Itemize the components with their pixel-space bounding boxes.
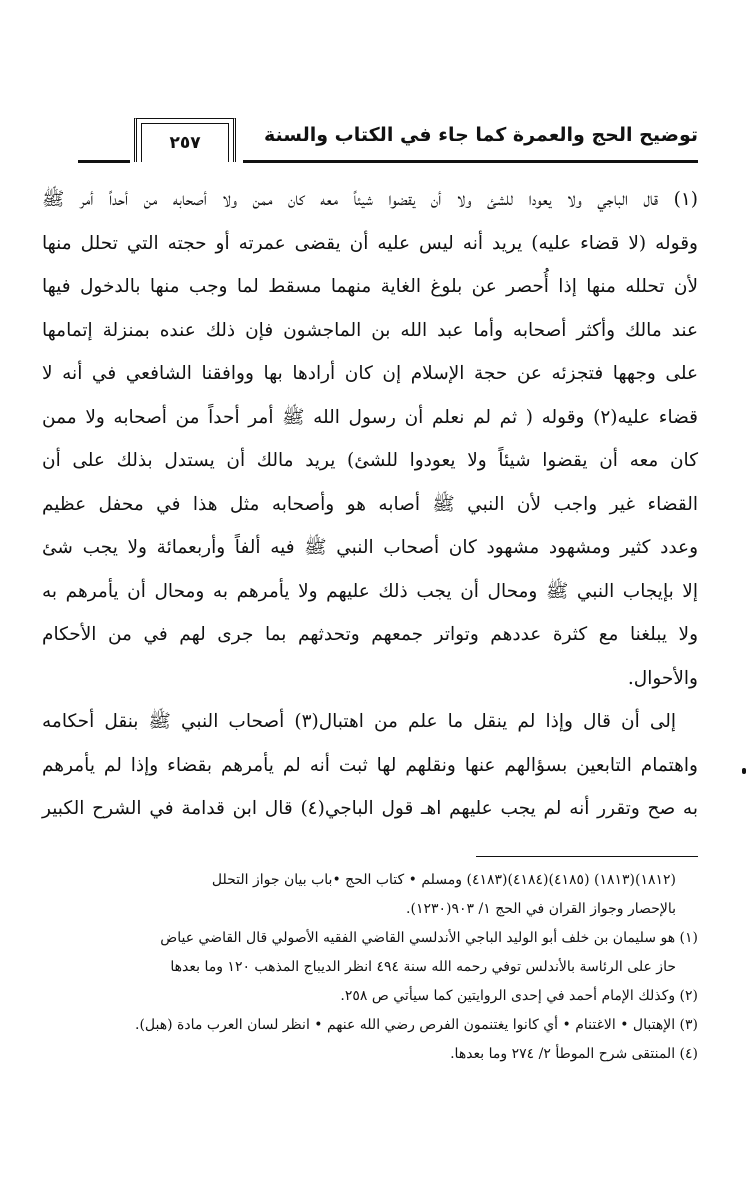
text-line-14: واهتمام التابعين بسؤالهم عنها ونقلهم لها ثبت أنه لم يأمرهم بقضاء وإذا لم يأمرهم bbox=[42, 754, 698, 776]
page-header bbox=[78, 118, 698, 168]
running-title: توضيح الحج والعمرة كما جاء في الكتاب والسنة bbox=[263, 124, 698, 146]
footnote-line-2: بالإحصار وجواز القران في الحج ١/ ٩٠٣(١٢٣٠). bbox=[406, 901, 676, 917]
footnote-line-6: (٣) الإهتبال • الاغتنام • أي كانوا يغتنمون الفرص رضي الله عنهم • انظر لسان العرب مادة (هبل). bbox=[135, 1017, 698, 1033]
text-line-8: القضاء غير واجب لأن النبي ﷺ أصابه هو وأصحابه مثل هذا في محفل عظيم bbox=[42, 493, 698, 515]
text-line-1: (١) قال الباجي ولا يعودا للشئ ولا أن يقضوا شيئاً معه كان ممن ولا أصحابه من أحداً أمر ﷺ bbox=[42, 189, 698, 210]
text-line-4: عند مالك وأكثر أصحابه وأما عبد الله بن الماجشون فإن ذلك عنده بمنزلة إتمامها bbox=[42, 319, 698, 341]
footnote-line-3: (١) هو سليمان بن خلف أبو الوليد الباجي الأندلسي القاضي الفقيه الأصولي قال القاضي عياض bbox=[160, 930, 698, 946]
footnote-separator bbox=[476, 856, 698, 857]
footnote-line-1: (١٨١٢)(١٨١٣) (٤١٨٥)(٤١٨٤)(٤١٨٣) ومسلم • كتاب الحج •باب بيان جواز التحلل bbox=[211, 872, 676, 888]
page-number: ٢٥٧ bbox=[141, 123, 229, 162]
text-line-2: وقوله (لا قضاء عليه) يريد أنه ليس عليه أن يقضى عمرته أو حجته التي تحلل منها bbox=[42, 232, 698, 254]
footnote-line-7: (٤) المنتقى شرح الموطأ ٢/ ٢٧٤ وما بعدها. bbox=[450, 1046, 698, 1062]
text-line-13: إلى أن قال وإذا لم ينقل ما علم من اهتبال(٣) أصحاب النبي ﷺ بنقل أحكامه bbox=[42, 711, 677, 732]
footnote-line-4: حاز على الرئاسة بالأندلس توفي رحمه الله سنة ٤٩٤ انظر الديباج المذهب ١٢٠ وما بعدها bbox=[170, 959, 676, 975]
text-line-9: وعدد كثير ومشهود مشهود كان أصحاب النبي ﷺ فيه ألفاً وأربعمائة ولا يجب شئ bbox=[42, 537, 698, 558]
main-text bbox=[42, 178, 698, 831]
header-rule-left bbox=[78, 160, 130, 163]
text-line-3: لأن تحلله منها إذا أُحصر عن بلوغ الغاية منهما مسقط لما وجب منها بالدخول فيها bbox=[42, 276, 698, 297]
text-line-7: كان معه أن يقضوا شيئاً ولا يعودوا للشئ) يريد مالك أن يستدل بذلك على أن bbox=[42, 450, 698, 471]
footnotes bbox=[42, 866, 698, 1069]
margin-dot bbox=[742, 768, 746, 774]
text-line-11: ولا يبلغنا مع كثرة عددهم وتواتر جمعهم وتحدثهم بما جرى لهم في من الأحكام bbox=[42, 624, 698, 645]
text-line-5: على وجهها فتجزئه عن حجة الإسلام إن كان أرادها بها ووافقنا الشافعي في أنه لا bbox=[42, 363, 698, 384]
text-line-15: به صح وتقرر أنه لم يجب عليهم اهـ قول الباجي(٤) قال ابن قدامة في الشرح الكبير bbox=[42, 798, 699, 819]
page-number-frame bbox=[134, 118, 236, 162]
text-line-6: قضاء عليه(٢) وقوله ( ثم لم نعلم أن رسول الله ﷺ أمر أحداً من أصحابه ولا ممن bbox=[42, 406, 699, 428]
text-line-10: إلا بإيجاب النبي ﷺ ومحال أن يجب ذلك عليهم ولا يأمرهم به ومحال أن يأمرهم به bbox=[42, 580, 698, 602]
header-rule-right bbox=[243, 160, 698, 163]
footnote-line-5: (٢) وكذلك الإمام أحمد في إحدى الروايتين كما سيأتي ص ٢٥٨. bbox=[340, 988, 698, 1004]
text-line-12: والأحوال. bbox=[627, 667, 698, 689]
